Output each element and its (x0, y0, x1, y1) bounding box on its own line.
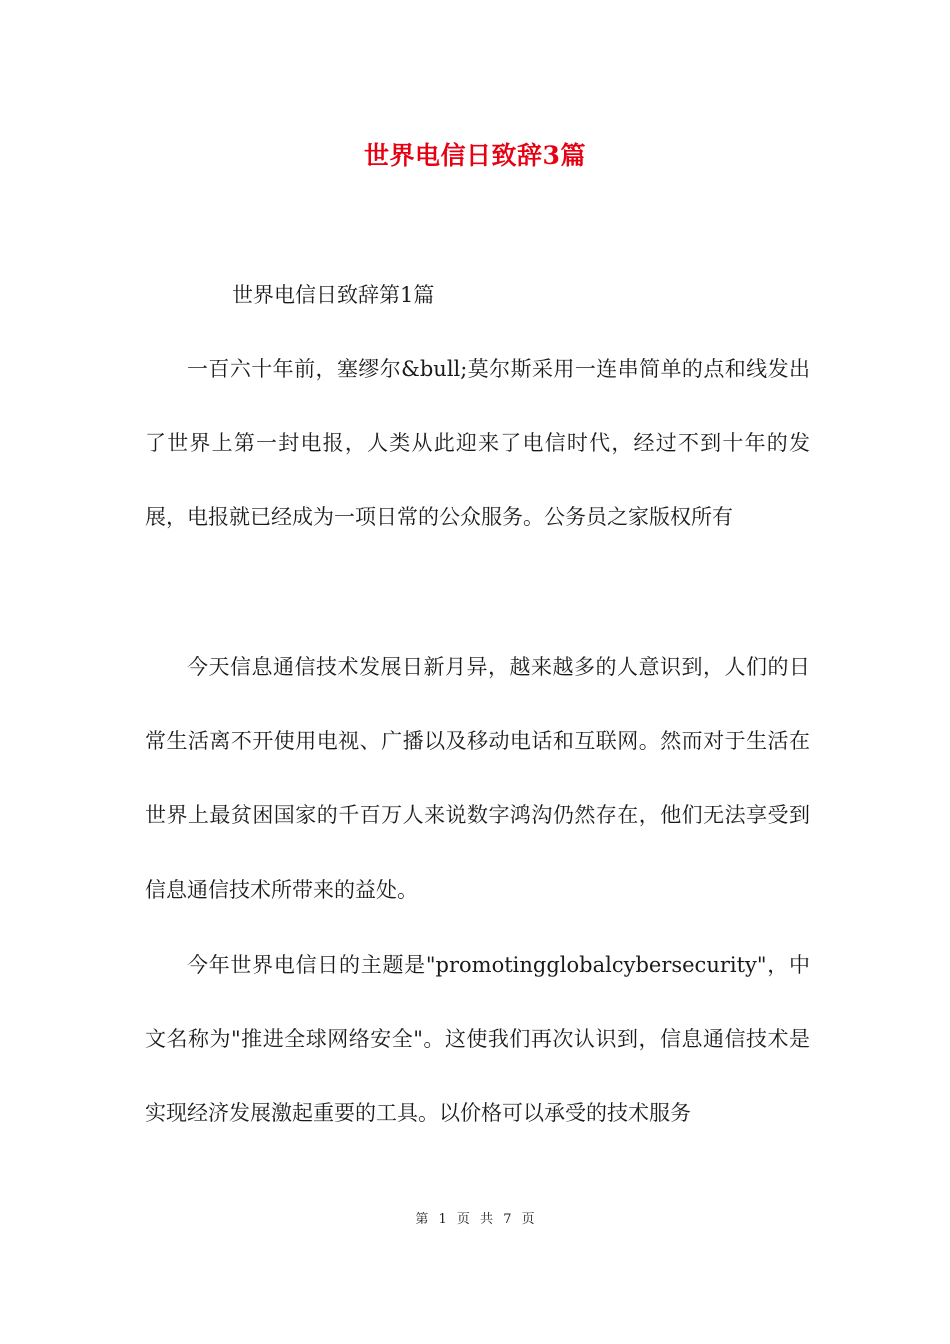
section-heading: 世界电信日致辞第1篇 (232, 283, 435, 307)
page-number-footer: 第 1 页 共 7 页 (415, 1212, 535, 1227)
body-paragraph: 今年世界电信日的主题是"promotingglobalcybersecurity"，中文名称为"推进全球网络安全"。这使我们再次认识到，信息通信技术是实现经济发展激起重要的工具。以价格可以承受的技术服务 (145, 953, 810, 1126)
document-title: 世界电信日致辞3篇 (364, 141, 586, 170)
body-paragraph: 一百六十年前，塞缪尔&bull;莫尔斯采用一连串简单的点和线发出了世界上第一封电报，人类从此迎来了电信时代，经过不到十年的发展，电报就已经成为一项日常的公众服务。公务员之家版权所有 (145, 357, 810, 530)
body-paragraph: 今天信息通信技术发展日新月异，越来越多的人意识到，人们的日常生活离不开使用电视、广播以及移动电话和互联网。然而对于生活在世界上最贫困国家的千百万人来说数字鸿沟仍然存在，他们无法享受到信息通信技术所带来的益处。 (145, 655, 810, 902)
